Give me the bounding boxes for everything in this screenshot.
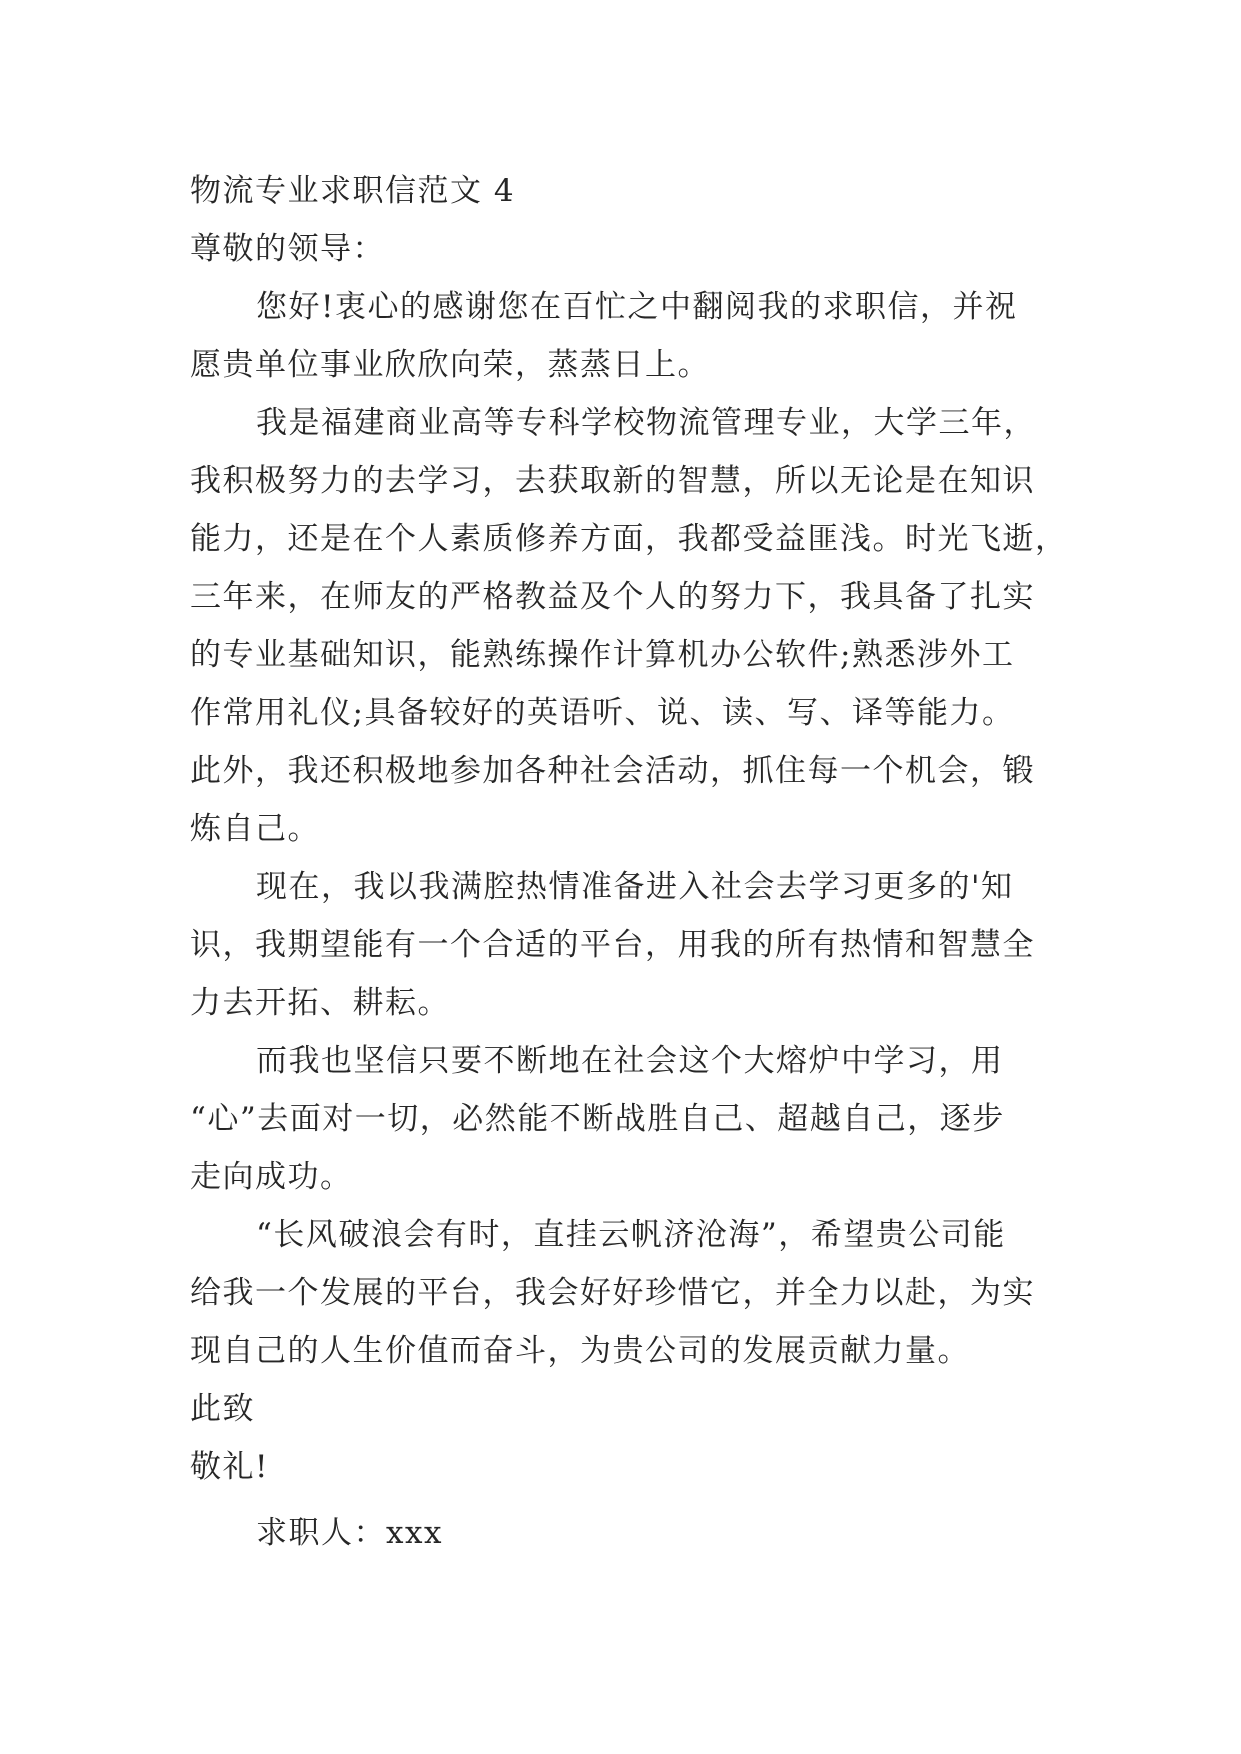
closing-line-1: 此致 (190, 1391, 255, 1427)
paragraph-line: “长风破浪会有时，直挂云帆济沧海”，希望贵公司能 (256, 1217, 1006, 1253)
paragraph-greeting (190, 278, 1060, 394)
paragraph-line: 而我也坚信只要不断地在社会这个大熔炉中学习，用 (256, 1043, 1004, 1079)
paragraph-line: 现自己的人生价值而奋斗，为贵公司的发展贡献力量。 (190, 1333, 970, 1369)
paragraph-line: 炼自己。 (190, 811, 320, 847)
paragraph-line: 我积极努力的去学习，去获取新的智慧，所以无论是在知识 (190, 463, 1035, 499)
paragraph-line: 的专业基础知识，能熟练操作计算机办公软件;熟悉涉外工 (190, 637, 1015, 673)
document-title: 物流专业求职信范文 4 (190, 173, 516, 209)
paragraph-belief (190, 1032, 1060, 1206)
paragraph-line: 现在，我以我满腔热情准备进入社会去学习更多的'知 (256, 869, 1014, 905)
paragraph-line: 识，我期望能有一个合适的平台，用我的所有热情和智慧全 (190, 927, 1035, 963)
letter-body (190, 162, 1068, 1562)
paragraph-line: 作常用礼仪;具备较好的英语听、说、读、写、译等能力。 (190, 695, 1015, 731)
paragraph-line: 我是福建商业高等专科学校物流管理专业，大学三年， (256, 405, 1036, 441)
paragraph-line: 此外，我还积极地参加各种社会活动，抓住每一个机会，锻 (190, 753, 1035, 789)
paragraph-line: 能力，还是在个人素质修养方面，我都受益匪浅。时光飞逝， (190, 521, 1068, 557)
closing-line-2: 敬礼! (190, 1449, 269, 1485)
paragraph-line: 您好!衷心的感谢您在百忙之中翻阅我的求职信，并祝 (256, 289, 1018, 325)
signature: 求职人：xxx (256, 1515, 443, 1551)
paragraph-line: 三年来，在师友的严格教益及个人的努力下，我具备了扎实 (190, 579, 1035, 615)
paragraph-aspiration (190, 858, 1060, 1032)
paragraph-line: 给我一个发展的平台，我会好好珍惜它，并全力以赴，为实 (190, 1275, 1035, 1311)
paragraph-conclusion (190, 1206, 1060, 1380)
paragraph-line: 走向成功。 (190, 1159, 353, 1195)
paragraph-line: 愿贵单位事业欣欣向荣，蒸蒸日上。 (190, 347, 710, 383)
salutation: 尊敬的领导： (190, 231, 385, 267)
paragraph-background (190, 394, 1068, 858)
paragraph-line: “心”去面对一切，必然能不断战胜自己、超越自己，逐步 (190, 1101, 1005, 1137)
paragraph-line: 力去开拓、耕耘。 (190, 985, 450, 1021)
